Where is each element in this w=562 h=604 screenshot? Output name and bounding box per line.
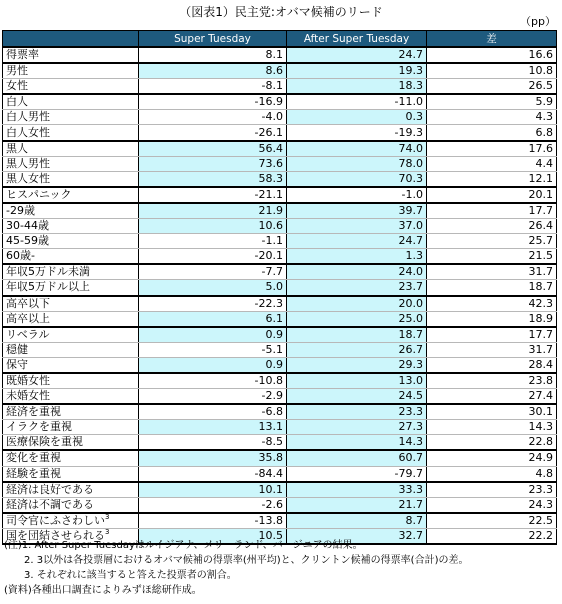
data-table [2, 30, 557, 545]
footnote-marker: 3 [105, 512, 110, 521]
after-super-tuesday-value: 74.0 [287, 141, 427, 157]
row-label [3, 357, 139, 373]
after-super-tuesday-value: 24.7 [287, 47, 427, 63]
super-tuesday-value: -84.4 [139, 466, 287, 482]
table-row [3, 171, 557, 187]
table-row [3, 327, 557, 343]
table-row [3, 311, 557, 327]
row-label [3, 497, 139, 513]
after-super-tuesday-value: 1.3 [287, 249, 427, 265]
table-row [3, 187, 557, 203]
difference-value: 17.6 [427, 141, 557, 157]
row-label-text: 経済は良好である [6, 482, 94, 496]
super-tuesday-value: 8.6 [139, 63, 287, 79]
after-super-tuesday-value: 24.7 [287, 234, 427, 249]
difference-value: 23.3 [427, 482, 557, 498]
super-tuesday-value: -1.1 [139, 234, 287, 249]
table-row [3, 373, 557, 389]
row-label [3, 79, 139, 95]
difference-value: 21.5 [427, 249, 557, 265]
after-super-tuesday-value: 24.0 [287, 264, 427, 280]
super-tuesday-value: -5.1 [139, 342, 287, 357]
table-row [3, 466, 557, 482]
row-label-text: 白人 [6, 95, 28, 109]
header-row [3, 31, 557, 48]
row-label [3, 482, 139, 498]
row-label [3, 203, 139, 219]
super-tuesday-value: 8.1 [139, 47, 287, 63]
table-row [3, 47, 557, 63]
row-label [3, 234, 139, 249]
super-tuesday-value: 13.1 [139, 420, 287, 435]
header-blank [3, 31, 139, 48]
table-row [3, 249, 557, 265]
row-label-text: 30-44歳 [6, 219, 49, 233]
table-row [3, 141, 557, 157]
row-label-text: 医療保険を重視 [6, 435, 83, 449]
row-label-text: 女性 [6, 79, 28, 93]
after-super-tuesday-value: 60.7 [287, 450, 427, 466]
row-label-text: 60歳- [6, 249, 35, 263]
difference-value: 17.7 [427, 203, 557, 219]
after-super-tuesday-value: 0.3 [287, 110, 427, 125]
super-tuesday-value: -10.8 [139, 373, 287, 389]
difference-value: 18.7 [427, 280, 557, 296]
row-label [3, 404, 139, 420]
row-label-text: 既婚女性 [6, 374, 50, 388]
difference-value: 18.9 [427, 311, 557, 327]
row-label-text: 白人男性 [6, 110, 50, 124]
note-3: 3. それぞれに該当すると答えた投票者の割合。 [24, 570, 237, 581]
difference-value: 4.4 [427, 156, 557, 171]
table-row [3, 296, 557, 312]
difference-value: 20.1 [427, 187, 557, 203]
difference-value: 10.8 [427, 63, 557, 79]
row-label-text: 経済は不調である [6, 497, 94, 511]
row-label-text: 黒人男性 [6, 156, 50, 170]
difference-value: 22.2 [427, 528, 557, 544]
row-label [3, 450, 139, 466]
difference-value: 5.9 [427, 94, 557, 110]
difference-value: 14.3 [427, 420, 557, 435]
table-row [3, 264, 557, 280]
after-super-tuesday-value: -11.0 [287, 94, 427, 110]
row-label [3, 156, 139, 171]
super-tuesday-value: 21.9 [139, 203, 287, 219]
after-super-tuesday-value: 20.0 [287, 296, 427, 312]
difference-value: 23.8 [427, 373, 557, 389]
after-super-tuesday-value: 32.7 [287, 528, 427, 544]
notes [4, 538, 469, 598]
after-super-tuesday-value: 14.3 [287, 435, 427, 451]
after-super-tuesday-value: 23.7 [287, 280, 427, 296]
row-label [3, 264, 139, 280]
table-row [3, 219, 557, 234]
super-tuesday-value: -22.3 [139, 296, 287, 312]
difference-value: 31.7 [427, 342, 557, 357]
super-tuesday-value: 35.8 [139, 450, 287, 466]
difference-value: 24.3 [427, 497, 557, 513]
difference-value: 17.7 [427, 327, 557, 343]
row-label-text: 得票率 [6, 48, 39, 62]
row-label [3, 420, 139, 435]
row-label [3, 63, 139, 79]
table-row [3, 79, 557, 95]
difference-value: 26.4 [427, 219, 557, 234]
super-tuesday-value: 5.0 [139, 280, 287, 296]
row-label-text: 白人女性 [6, 125, 50, 139]
table-row [3, 94, 557, 110]
unit-label: （pp） [520, 15, 556, 28]
after-super-tuesday-value: 18.3 [287, 79, 427, 95]
row-label [3, 219, 139, 234]
difference-value: 4.3 [427, 110, 557, 125]
row-label-text: 経済を重視 [6, 405, 61, 419]
super-tuesday-value: -8.5 [139, 435, 287, 451]
row-label-text: 変化を重視 [6, 451, 61, 465]
after-super-tuesday-value: 13.0 [287, 373, 427, 389]
table-row [3, 234, 557, 249]
super-tuesday-value: 10.6 [139, 219, 287, 234]
table-row [3, 482, 557, 498]
difference-value: 42.3 [427, 296, 557, 312]
super-tuesday-value: -21.1 [139, 187, 287, 203]
row-label [3, 125, 139, 141]
table-row [3, 450, 557, 466]
row-label-text: 司令官にふさわしい [6, 513, 105, 527]
super-tuesday-value: -6.8 [139, 404, 287, 420]
table-row [3, 435, 557, 451]
row-label [3, 94, 139, 110]
super-tuesday-value: -2.9 [139, 389, 287, 405]
row-label-text: 高卒以上 [6, 311, 50, 325]
difference-value: 22.5 [427, 513, 557, 529]
after-super-tuesday-value: 27.3 [287, 420, 427, 435]
row-label-text: イラクを重視 [6, 420, 72, 434]
super-tuesday-value: 58.3 [139, 171, 287, 187]
difference-value: 26.5 [427, 79, 557, 95]
super-tuesday-value: -2.6 [139, 497, 287, 513]
table-row [3, 420, 557, 435]
super-tuesday-value: 56.4 [139, 141, 287, 157]
table-row [3, 125, 557, 141]
after-super-tuesday-value: -19.3 [287, 125, 427, 141]
source-note: (資料)各種出口調査によりみずほ総研作成。 [4, 585, 202, 596]
super-tuesday-value: -4.0 [139, 110, 287, 125]
row-label [3, 47, 139, 63]
row-label-text: 年収5万ドル未満 [6, 265, 90, 279]
table-row [3, 156, 557, 171]
row-label-text: 年収5万ドル以上 [6, 280, 90, 294]
super-tuesday-value: 10.5 [139, 528, 287, 544]
row-label-text: 経験を重視 [6, 466, 61, 480]
difference-value: 24.9 [427, 450, 557, 466]
super-tuesday-value: -13.8 [139, 513, 287, 529]
row-label [3, 373, 139, 389]
super-tuesday-value: -16.9 [139, 94, 287, 110]
after-super-tuesday-value: 18.7 [287, 327, 427, 343]
header-difference: 差 [427, 31, 557, 48]
row-label-text: 国を団結させられる [6, 528, 105, 542]
row-label-text: ヒスパニック [6, 187, 72, 201]
after-super-tuesday-value: 37.0 [287, 219, 427, 234]
row-label [3, 513, 139, 529]
header-super-tuesday: Super Tuesday [139, 31, 287, 48]
row-label-text: -29歳 [6, 203, 35, 217]
super-tuesday-value: 0.9 [139, 357, 287, 373]
row-label [3, 342, 139, 357]
row-label-text: 男性 [6, 64, 28, 78]
table-row [3, 389, 557, 405]
row-label-text: 45-59歳 [6, 234, 49, 248]
super-tuesday-value: -26.1 [139, 125, 287, 141]
after-super-tuesday-value: 26.7 [287, 342, 427, 357]
after-super-tuesday-value: 39.7 [287, 203, 427, 219]
table-row [3, 404, 557, 420]
footnote-marker: 3 [105, 528, 110, 536]
row-label-text: 未婚女性 [6, 389, 50, 403]
table-row [3, 357, 557, 373]
row-label [3, 110, 139, 125]
after-super-tuesday-value: -1.0 [287, 187, 427, 203]
after-super-tuesday-value: 24.5 [287, 389, 427, 405]
row-label-text: 高卒以下 [6, 296, 50, 310]
difference-value: 25.7 [427, 234, 557, 249]
difference-value: 28.4 [427, 357, 557, 373]
table-row [3, 203, 557, 219]
row-label [3, 435, 139, 451]
super-tuesday-value: -7.7 [139, 264, 287, 280]
difference-value: 4.8 [427, 466, 557, 482]
row-label-text: 保守 [6, 357, 28, 371]
super-tuesday-value: -20.1 [139, 249, 287, 265]
difference-value: 6.8 [427, 125, 557, 141]
after-super-tuesday-value: 25.0 [287, 311, 427, 327]
header-after-super-tuesday: After Super Tuesday [287, 31, 427, 48]
difference-value: 12.1 [427, 171, 557, 187]
after-super-tuesday-value: 8.7 [287, 513, 427, 529]
difference-value: 31.7 [427, 264, 557, 280]
row-label [3, 311, 139, 327]
row-label-text: リベラル [6, 327, 50, 341]
after-super-tuesday-value: -79.7 [287, 466, 427, 482]
table-row [3, 342, 557, 357]
row-label [3, 280, 139, 296]
row-label-text: 黒人 [6, 141, 28, 155]
after-super-tuesday-value: 23.3 [287, 404, 427, 420]
super-tuesday-value: -8.1 [139, 79, 287, 95]
after-super-tuesday-value: 70.3 [287, 171, 427, 187]
row-label [3, 249, 139, 265]
table-row [3, 513, 557, 529]
super-tuesday-value: 0.9 [139, 327, 287, 343]
after-super-tuesday-value: 33.3 [287, 482, 427, 498]
row-label [3, 171, 139, 187]
table-row [3, 110, 557, 125]
difference-value: 27.4 [427, 389, 557, 405]
after-super-tuesday-value: 19.3 [287, 63, 427, 79]
note-2: 2. 3以外は各投票層におけるオバマ候補の得票率(州平均)と、クリントン候補の得票率(合計)の差。 [24, 555, 469, 566]
super-tuesday-value: 6.1 [139, 311, 287, 327]
difference-value: 16.6 [427, 47, 557, 63]
table-row [3, 280, 557, 296]
table-row [3, 63, 557, 79]
after-super-tuesday-value: 78.0 [287, 156, 427, 171]
table-row [3, 497, 557, 513]
row-label [3, 296, 139, 312]
page-title: （図表1）民主党:オバマ候補のリード [179, 5, 383, 19]
difference-value: 30.1 [427, 404, 557, 420]
super-tuesday-value: 73.6 [139, 156, 287, 171]
super-tuesday-value: 10.1 [139, 482, 287, 498]
row-label [3, 187, 139, 203]
row-label [3, 389, 139, 405]
row-label-text: 穏健 [6, 342, 28, 356]
row-label [3, 141, 139, 157]
row-label [3, 466, 139, 482]
note-1: (注)1. After Super Tuesdayはルイジアナ、メリーランド、バージニアの結果。 [4, 540, 363, 551]
difference-value: 22.8 [427, 435, 557, 451]
row-label-text: 黒人女性 [6, 171, 50, 185]
row-label [3, 327, 139, 343]
after-super-tuesday-value: 29.3 [287, 357, 427, 373]
after-super-tuesday-value: 21.7 [287, 497, 427, 513]
